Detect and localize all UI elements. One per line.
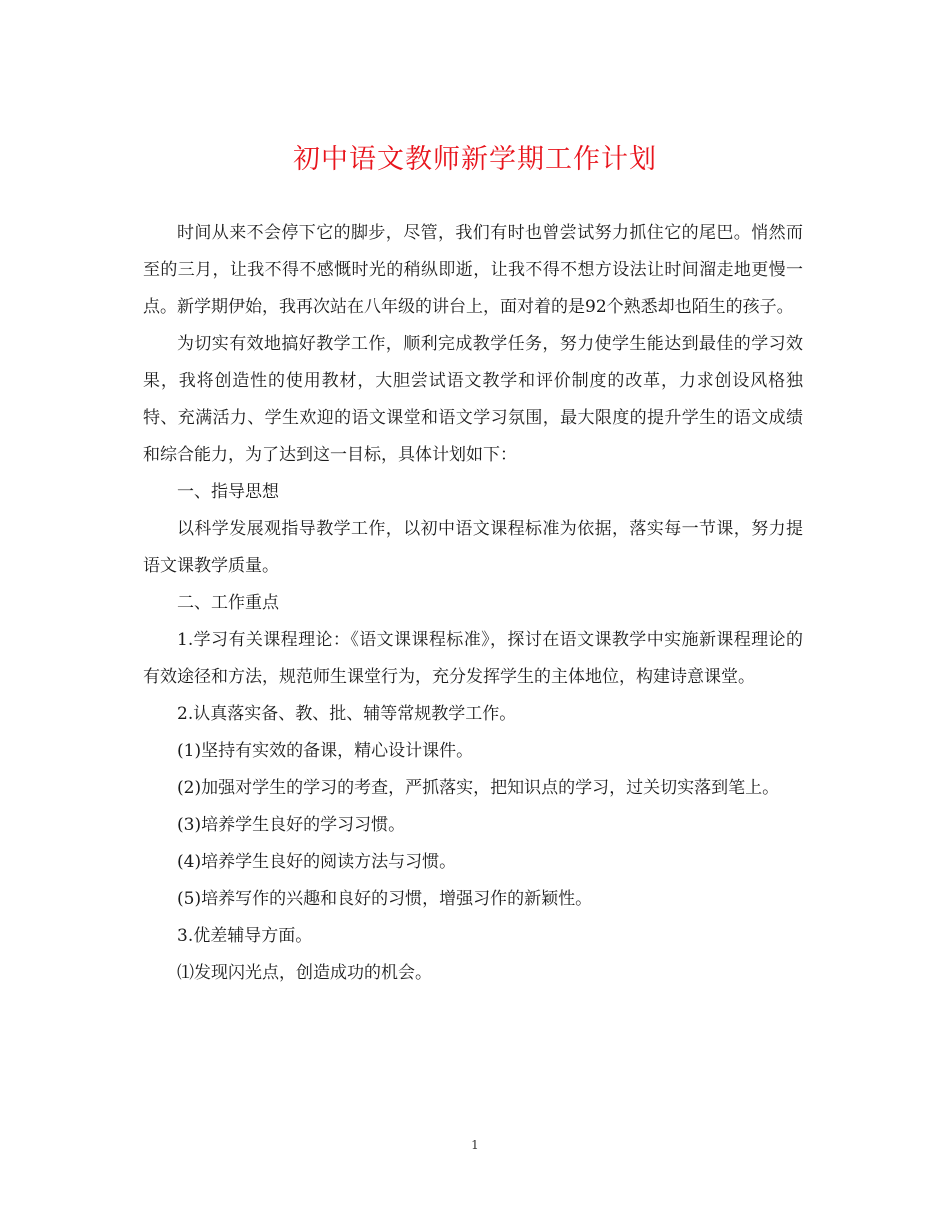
document-title: 初中语文教师新学期工作计划 bbox=[293, 144, 657, 175]
page-number: 1 bbox=[471, 1138, 479, 1152]
sub-item-6: ⑴发现闪光点，创造成功的机会。 bbox=[177, 963, 432, 983]
sub-item-3: (3)培养学生良好的学习习惯。 bbox=[177, 815, 406, 835]
guiding-ideas-paragraph: 以科学发展观指导教学工作，以初中语文课程标准为依据，落实每一节课，努力提语文课教学质量。 bbox=[143, 519, 803, 576]
list-item-1: 1.学习有关课程理论：《语文课课程标准》，探讨在语文课教学中实施新课程理论的有效途径和方法，规范师生课堂行为，充分发挥学生的主体地位，构建诗意课堂。 bbox=[143, 630, 803, 687]
document-body bbox=[143, 215, 803, 992]
sub-item-1: (1)坚持有实效的备课，精心设计课件。 bbox=[177, 741, 474, 761]
section-heading-guiding-ideas: 一、指导思想 bbox=[177, 482, 279, 502]
sub-item-2: (2)加强对学生的学习的考查，严抓落实，把知识点的学习，过关切实落到笔上。 bbox=[177, 778, 780, 798]
section-heading-work-focus: 二、工作重点 bbox=[177, 593, 279, 613]
sub-item-5: (5)培养写作的兴趣和良好的习惯，增强习作的新颖性。 bbox=[177, 889, 593, 909]
goal-paragraph: 为切实有效地搞好教学工作，顺利完成教学任务，努力使学生能达到最佳的学习效果，我将创造性的使用教材，大胆尝试语文教学和评价制度的改革，力求创设风格独特、充满活力、学生欢迎的语文课堂和语文学习氛围，最大限度的提升学生的语文成绩和综合能力，为了达到这一目标，具体计划如下： bbox=[143, 334, 803, 465]
intro-paragraph: 时间从来不会停下它的脚步，尽管，我们有时也曾尝试努力抓住它的尾巴。悄然而至的三月，让我不得不感慨时光的稍纵即逝，让我不得不想方设法让时间溜走地更慢一点。新学期伊始，我再次站在八年级的讲台上，面对着的是92个熟悉却也陌生的孩子。 bbox=[143, 223, 803, 317]
sub-item-4: (4)培养学生良好的阅读方法与习惯。 bbox=[177, 852, 457, 872]
list-item-2: 2.认真落实备、教、批、辅等常规教学工作。 bbox=[177, 704, 517, 724]
list-item-3: 3.优差辅导方面。 bbox=[177, 926, 313, 946]
